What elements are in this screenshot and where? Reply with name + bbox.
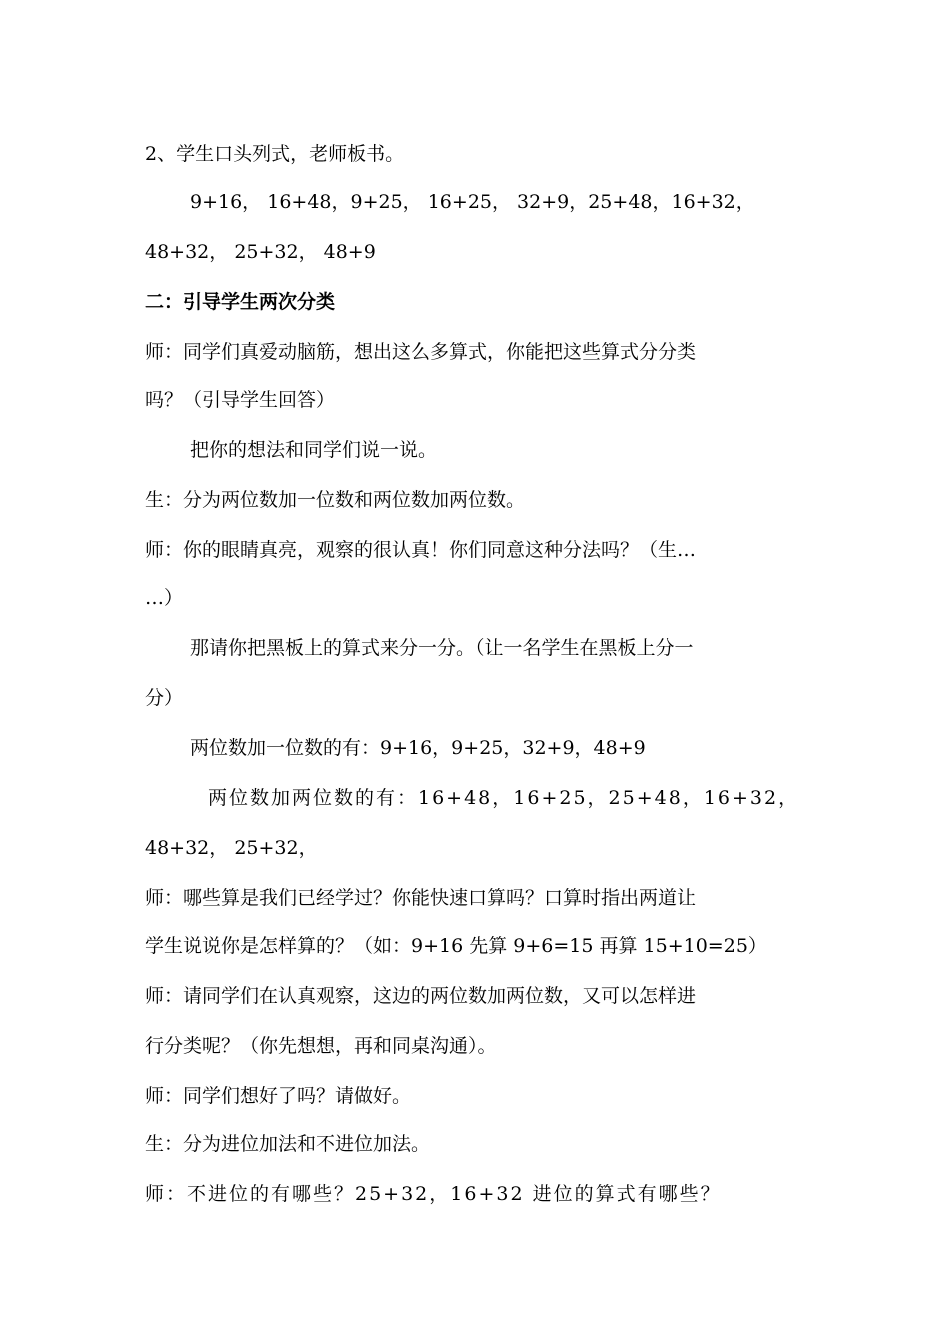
paragraph-line: 生：分为两位数加一位数和两位数加两位数。 bbox=[145, 489, 526, 511]
paragraph-line: 师：同学们想好了吗？请做好。 bbox=[145, 1085, 412, 1107]
paragraph-line: 学生说说你是怎样算的？（如：9+16 先算 9+6=15 再算 15+10=25） bbox=[145, 935, 767, 957]
paragraph-line: 师：不进位的有哪些？25+32，16+32 进位的算式有哪些？ bbox=[145, 1183, 722, 1205]
expressions-line-2: 48+32， 25+32， 48+9 bbox=[145, 241, 376, 263]
paragraph-line: 把你的想法和同学们说一说。 bbox=[190, 439, 438, 461]
paragraph-line: …） bbox=[145, 587, 184, 609]
paragraph-line: 师：同学们真爱动脑筋，想出这么多算式，你能把这些算式分分类 bbox=[145, 341, 697, 363]
paragraph-line: 行分类呢？（你先想想，再和同桌沟通）。 bbox=[145, 1035, 497, 1057]
paragraph-line: 两位数加一位数的有：9+16，9+25，32+9，48+9 bbox=[190, 737, 646, 759]
paragraph-line: 生：分为进位加法和不进位加法。 bbox=[145, 1133, 431, 1155]
step-2-line: 2、学生口头列式，老师板书。 bbox=[145, 143, 405, 165]
paragraph-line: 师：哪些算是我们已经学过？你能快速口算吗？口算时指出两道让 bbox=[145, 887, 697, 909]
paragraph-line: 两位数加两位数的有：16+48，16+25，25+48，16+32， bbox=[208, 787, 800, 809]
paragraph-line: 那请你把黑板上的算式来分一分。（让一名学生在黑板上分一 bbox=[190, 637, 694, 659]
expressions-line-1: 9+16， 16+48，9+25， 16+25， 32+9，25+48，16+32， bbox=[190, 191, 755, 213]
section-heading: 二：引导学生两次分类 bbox=[145, 291, 336, 313]
paragraph-line: 师：你的眼睛真亮，观察的很认真！你们同意这种分法吗？（生… bbox=[145, 539, 697, 561]
paragraph-line: 分） bbox=[145, 687, 184, 709]
paragraph-line: 师：请同学们在认真观察，这边的两位数加两位数，又可以怎样进 bbox=[145, 985, 697, 1007]
paragraph-line: 48+32， 25+32， bbox=[145, 837, 318, 859]
paragraph-line: 吗？（引导学生回答） bbox=[145, 389, 336, 411]
